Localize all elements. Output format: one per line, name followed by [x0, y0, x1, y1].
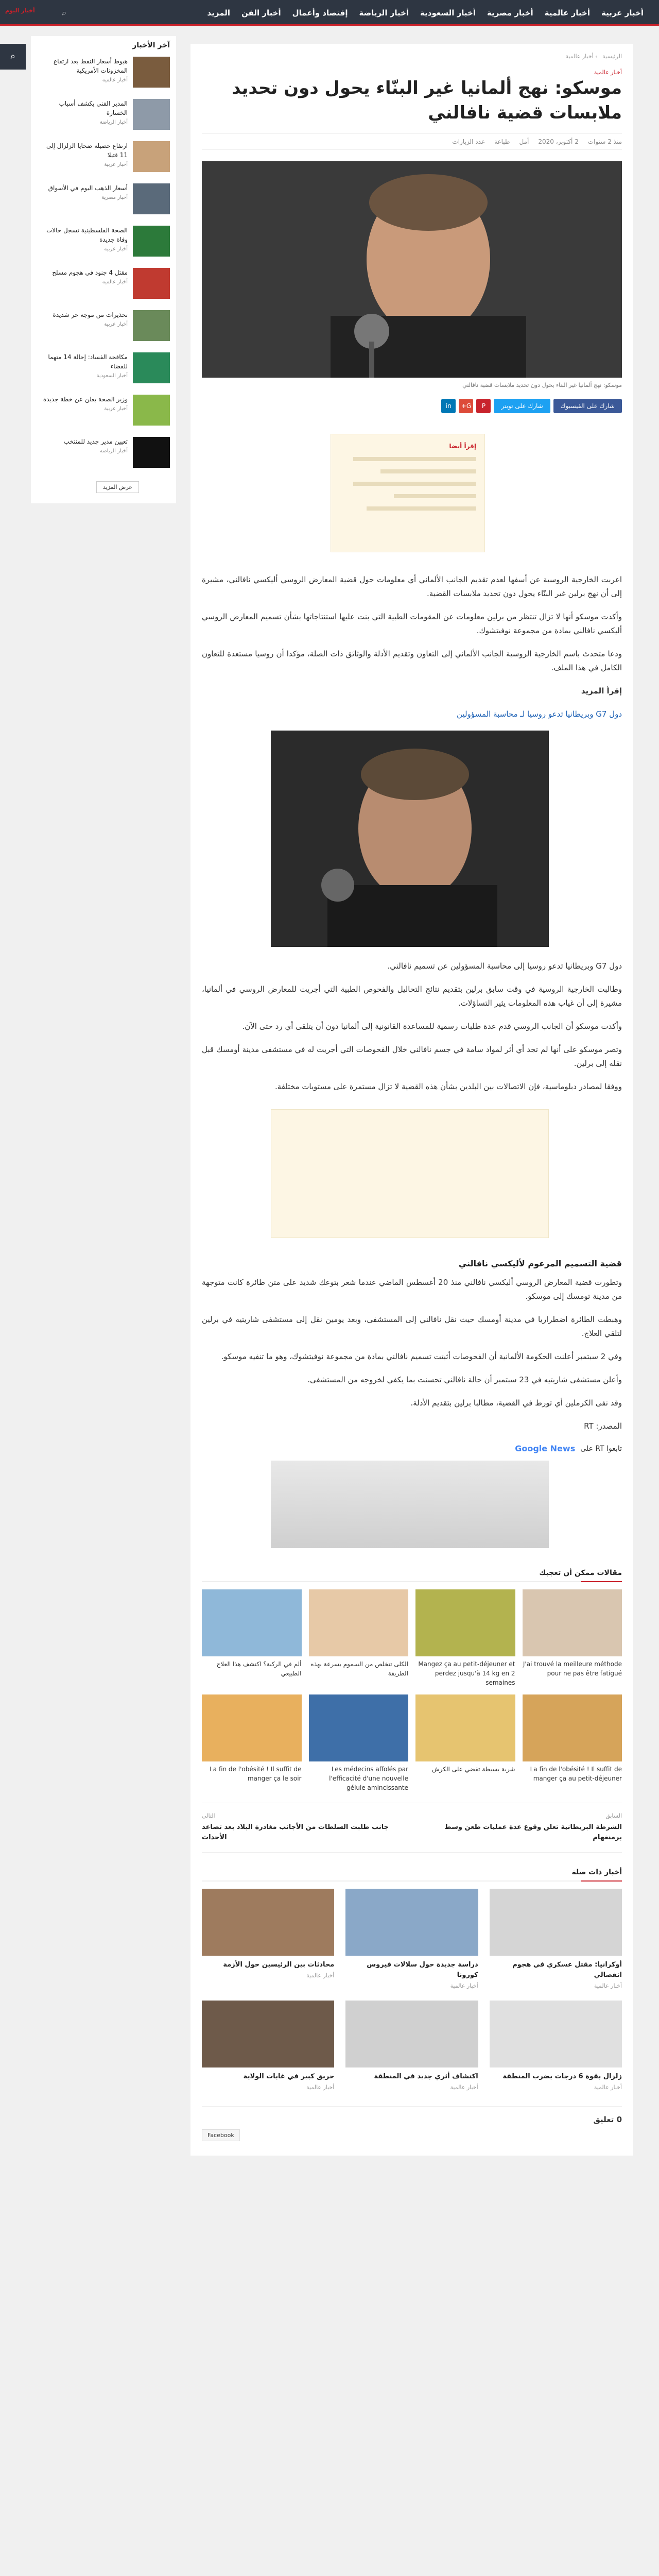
- sidebar-thumb[interactable]: [133, 395, 170, 426]
- embedded-widget[interactable]: [271, 1461, 549, 1548]
- nav-more[interactable]: المزيد: [207, 8, 231, 18]
- sidebar-thumb[interactable]: [133, 183, 170, 214]
- sidebar-item-title[interactable]: وزير الصحة يعلن عن خطة جديدة: [43, 396, 128, 403]
- card-caption[interactable]: شربة بسيطة تقضي على الكرش: [432, 1766, 515, 1773]
- card-image: [309, 1694, 409, 1761]
- sidebar-item-title[interactable]: تحذيرات من موجة حر شديدة: [53, 311, 128, 318]
- suggested-article-card[interactable]: [523, 1589, 622, 1687]
- sidebar-item-body: [37, 57, 128, 83]
- sidebar-more-button[interactable]: عرض المزيد: [96, 481, 139, 493]
- placeholder-line: [353, 457, 476, 461]
- sidebar-thumb[interactable]: [133, 57, 170, 88]
- card-image: [523, 1694, 622, 1761]
- sidebar-news-item[interactable]: [37, 352, 170, 383]
- card-caption[interactable]: La fin de l'obésité ! Il suffit de manger ça le soir: [210, 1766, 302, 1782]
- hero-caption: موسكو: نهج ألمانيا غير البناء يحول دون تحديد ملابسات قضية نافالني: [462, 382, 622, 388]
- sidebar-list: [37, 57, 170, 468]
- article-paragraph: وأكدت موسكو أن الجانب الروسي قدم عدة طلبات رسمية للمساعدة القانونية إلى ألمانيا دون أن يتلقى أي رد حتى الآن.: [242, 1022, 622, 1031]
- meta-item: منذ 2 سنوات: [587, 138, 622, 145]
- sidebar-item-body: [37, 352, 128, 379]
- card-image: [345, 2001, 478, 2067]
- card-image: [202, 2001, 334, 2067]
- sidebar-item-category: أخبار السعودية: [96, 373, 128, 379]
- placeholder-line: [367, 506, 476, 511]
- placeholder-line: [353, 482, 476, 486]
- sidebar-item-body: [43, 395, 128, 412]
- sidebar-item-body: [52, 268, 128, 285]
- nav-item[interactable]: أخبار الرياضة: [359, 8, 409, 18]
- sidebar-item-title[interactable]: ارتفاع حصيلة ضحايا الزلزال إلى 11 قتيلا: [46, 142, 128, 159]
- hero-image: [202, 161, 622, 378]
- suggested-articles-grid: [202, 1589, 622, 1792]
- sidebar-thumb[interactable]: [133, 437, 170, 468]
- sidebar-search-icon[interactable]: ⌕: [0, 44, 26, 70]
- article-paragraph: وتطورت قضية المعارض الروسي أليكسي نافالني منذ 20 أغسطس الماضي عندما شعر بتوعك شديد على متن طائرة كانت متوجهة من مدينة تومسك إلى موسكو.: [202, 1278, 622, 1301]
- related-news-card[interactable]: [345, 2001, 478, 2091]
- nav-item[interactable]: أخبار عربية: [601, 8, 644, 18]
- card-image: [202, 1589, 302, 1656]
- meta-item: 2 أكتوبر، 2020: [538, 138, 579, 145]
- nav-item[interactable]: أخبار الفن: [241, 8, 281, 18]
- suggested-article-card[interactable]: [309, 1694, 409, 1792]
- breadcrumb: الرئيسية › أخبار عالمية: [565, 53, 622, 60]
- hero-photo-illustration: [202, 161, 622, 378]
- next-article-link[interactable]: [202, 1812, 404, 1843]
- sidebar-item-category: أخبار عربية: [104, 162, 128, 167]
- inline-photo-illustration: [271, 731, 549, 947]
- sidebar-item-category: أخبار عالمية: [102, 77, 128, 83]
- breadcrumb-item[interactable]: الرئيسية: [602, 53, 622, 60]
- card-caption[interactable]: J'ai trouvé la meilleure méthode pour ne pas être fatigué: [523, 1660, 622, 1677]
- sidebar-item-category: أخبار عربية: [104, 246, 128, 252]
- article-container: [190, 44, 633, 2156]
- sidebar-item-category: أخبار الرياضة: [99, 120, 128, 125]
- sidebar-news-item[interactable]: [37, 310, 170, 341]
- sidebar-thumb[interactable]: [133, 226, 170, 257]
- card-title[interactable]: اكتشاف أثري جديد في المنطقة: [374, 2073, 478, 2080]
- related-news-card[interactable]: [490, 2001, 622, 2091]
- prev-next-nav: [202, 1803, 622, 1853]
- category-tag[interactable]: أخبار عالمية: [594, 69, 622, 76]
- sidebar-item-category: أخبار الرياضة: [99, 448, 128, 454]
- prev-article-link[interactable]: [420, 1812, 622, 1843]
- card-meta: أخبار عالمية: [594, 2084, 622, 2091]
- share-facebook-button[interactable]: شارك على الفيسبوك: [553, 399, 622, 413]
- card-image: [523, 1589, 622, 1656]
- sidebar-thumb[interactable]: [133, 141, 170, 172]
- google-news-label: تابعوا RT على: [580, 1444, 622, 1453]
- nav-item[interactable]: أخبار مصرية: [487, 8, 533, 18]
- top-navbar: [0, 0, 659, 26]
- card-caption[interactable]: Les médecins affolés par l'efficacité d'une nouvelle gélule amincissante: [329, 1766, 408, 1791]
- sidebar-item-title[interactable]: مقتل 4 جنود في هجوم مسلح: [52, 269, 128, 276]
- suggested-articles-title: مقالات ممكن أن تعجبك: [202, 1569, 622, 1582]
- share-bar: [202, 399, 622, 413]
- related-news-card[interactable]: [490, 1889, 622, 1989]
- sidebar-item-category: أخبار مصرية: [101, 195, 128, 200]
- article-paragraph: وهبطت الطائرة اضطراريا في مدينة أومسك حيث نقل نافالني إلى المستشفى، وبعد يومين نقل إلى مستشفى شاريتيه في برلين لتلقي العلاج.: [202, 1315, 622, 1338]
- related-news-card[interactable]: [345, 1889, 478, 1989]
- card-image: [202, 1694, 302, 1761]
- article-paragraph: ودعا متحدث باسم الخارجية الروسية الجانب الألماني إلى التعاون وتقديم الأدلة والوثائق ذات الصلة، مؤكدا أن روسيا مستعدة للتعاون الكامل في هذا الملف.: [202, 649, 622, 672]
- article-paragraph: وفي 2 سبتمبر أعلنت الحكومة الألمانية أن الفحوصات أثبتت تسميم نافالني بمادة من مجموعة نوفيتشوك، وهو ما تنفيه موسكو.: [221, 1352, 622, 1361]
- placeholder-line: [380, 469, 476, 473]
- sidebar-item-title[interactable]: الصحة الفلسطينية تسجل حالات وفاة جديدة: [46, 227, 128, 243]
- card-meta: أخبار عالمية: [306, 1972, 335, 1979]
- sidebar-item-title[interactable]: المدير الفني يكشف أسباب الخسارة: [59, 100, 128, 116]
- card-image: [415, 1694, 515, 1761]
- comments-count: 0 تعليق: [593, 2115, 622, 2124]
- card-meta: أخبار عالمية: [306, 2084, 335, 2091]
- article-paragraph: وتصر موسكو على أنها لم تجد أي أثر لمواد سامة في جسم نافالني خلال الفحوصات التي أجريت له في مستشفى مدينة أومسك قبل نقله إلى برلين.: [202, 1045, 622, 1068]
- sidebar-thumb[interactable]: [133, 268, 170, 299]
- article-paragraph: ووفقا لمصادر دبلوماسية، فإن الاتصالات بين البلدين بشأن هذه القضية لا تزال مستمرة على مستويات مختلفة.: [274, 1082, 622, 1091]
- suggested-article-card[interactable]: [202, 1694, 302, 1792]
- next-title[interactable]: جانب طلبت السلطات من الأجانب مغادرة البلاد بعد تصاعد الأحداث: [202, 1823, 389, 1841]
- inline-related-link[interactable]: دول G7 وبريطانيا تدعو روسيا لـ محاسبة المسؤولين: [457, 709, 622, 719]
- ad-slot[interactable]: [271, 1109, 549, 1238]
- card-meta: أخبار عالمية: [594, 1982, 622, 1989]
- article-source: المصدر: RT: [584, 1421, 622, 1431]
- sidebar-thumb[interactable]: [133, 99, 170, 130]
- sidebar-item-body: [37, 99, 128, 125]
- nav-item[interactable]: إقتصاد وأعمال: [292, 8, 348, 18]
- sidebar-item-title[interactable]: تعيين مدير جديد للمنتخب: [63, 438, 128, 445]
- sidebar-news-item[interactable]: [37, 395, 170, 426]
- card-image: [490, 2001, 622, 2067]
- related-news-grid: [202, 1889, 622, 2091]
- meta-item: عدد الزيارات: [452, 138, 485, 145]
- article-meta: [202, 133, 622, 150]
- article-paragraph: وطالبت الخارجية الروسية في وقت سابق برلين بتقديم نتائج التحاليل والفحوص الطبية التي أجريت للمعارض الروسي في ألمانيا، مشيرة إلى أن غياب هذه المعلومات يثير التساؤلات.: [202, 985, 622, 1008]
- card-meta: أخبار عالمية: [450, 2084, 478, 2091]
- related-news-card[interactable]: [202, 2001, 334, 2091]
- sidebar-item-body: [64, 437, 128, 454]
- read-more-label: إقرأ المزيد: [581, 686, 622, 696]
- card-image: [490, 1889, 622, 1956]
- share-linkedin-button[interactable]: in: [441, 399, 456, 413]
- article-paragraph: وأعلن مستشفى شاريتيه في 23 سبتمبر أن حالة نافالني تحسنت بما يكفي لخروجه من المستشفى.: [307, 1375, 622, 1384]
- article-paragraph: اعربت الخارجية الروسية عن أسفها لعدم تقديم الجانب الألماني أي معلومات حول قضية المعارض الروسي أليكسي نافالني، مشيرة إلى أن نهج برلين غير البنّاء يحول دون تحديد ملابسات القضية.: [202, 575, 622, 598]
- card-caption[interactable]: ألم في الركبة؟ اكتشف هذا العلاج الطبيعي: [216, 1660, 302, 1677]
- inline-image: [271, 731, 549, 947]
- article-paragraph: دول G7 وبريطانيا تدعو روسيا إلى محاسبة المسؤولين عن تسميم نافالني.: [387, 961, 622, 971]
- sidebar-item-body: [48, 183, 128, 200]
- sidebar-item-title[interactable]: أسعار الذهب اليوم في الأسواق: [48, 184, 128, 192]
- prev-title[interactable]: الشرطة البريطانية تعلن وقوع عدة عمليات طعن وسط برمنغهام: [444, 1823, 622, 1841]
- breadcrumb-item[interactable]: أخبار عالمية: [565, 53, 594, 60]
- sidebar-news-item[interactable]: [37, 437, 170, 468]
- card-image: [345, 1889, 478, 1956]
- article-subheading: قضية التسميم المزعوم لأليكسي نافالني: [458, 1259, 622, 1268]
- card-title[interactable]: دراسة جديدة حول سلالات فيروس كورونا: [367, 1961, 478, 1979]
- meta-item[interactable]: أمل: [519, 138, 529, 145]
- sidebar-news-item[interactable]: [37, 183, 170, 214]
- share-pinterest-button[interactable]: P: [476, 399, 491, 413]
- card-caption[interactable]: الكلى تتخلص من السموم بسرعة بهذه الطريقة: [310, 1660, 408, 1677]
- sidebar-item-body: [53, 310, 128, 327]
- card-title[interactable]: زلزال بقوة 6 درجات يضرب المنطقة: [502, 2073, 622, 2080]
- facebook-comments-plugin[interactable]: Facebook: [202, 2129, 240, 2141]
- card-caption[interactable]: La fin de l'obésité ! Il suffit de manger ça au petit-déjeuner: [530, 1766, 622, 1782]
- nav-logo[interactable]: أخبار اليوم: [5, 7, 35, 14]
- next-label: التالي: [202, 1812, 215, 1819]
- sidebar-thumb[interactable]: [133, 310, 170, 341]
- card-title[interactable]: محادثات بين الرئيسين حول الأزمة: [223, 1961, 335, 1969]
- suggested-article-card[interactable]: [309, 1589, 409, 1687]
- article-paragraph: وأكدت موسكو أنها لا تزال تنتظر من برلين معلومات عن المقومات الطبية التي بنت عليها استنتاجاتها بشأن تسميم المعارض الروسي أليكسي نافالني بمادة من مجموعة نوفيتشوك.: [202, 612, 622, 635]
- card-image: [415, 1589, 515, 1656]
- sidebar-news-item[interactable]: [37, 141, 170, 172]
- sidebar-item-category: أخبار عربية: [104, 406, 128, 412]
- sidebar-news-item[interactable]: [37, 268, 170, 299]
- read-also-label: إقرأ أيضا: [449, 443, 476, 450]
- article-title: موسكو: نهج ألمانيا غير البنّاء يحول دون تحديد ملابسات قضية نافالني: [231, 78, 622, 123]
- nav-item[interactable]: أخبار السعودية: [420, 8, 476, 18]
- google-news-follow[interactable]: [202, 1444, 622, 1453]
- sidebar-title: آخر الأخبار: [132, 41, 170, 49]
- sidebar-thumb[interactable]: [133, 352, 170, 383]
- sidebar-item-title[interactable]: مكافحة الفساد: إحالة 14 متهما للقضاء: [48, 353, 128, 370]
- placeholder-line: [394, 494, 476, 498]
- sidebar-news-item[interactable]: [37, 226, 170, 257]
- suggested-article-card[interactable]: [202, 1589, 302, 1687]
- comments-section: [202, 2106, 622, 2141]
- share-google-button[interactable]: G+: [459, 399, 473, 413]
- sidebar-item-category: أخبار عالمية: [102, 279, 128, 285]
- sidebar-item-category: أخبار عربية: [104, 321, 128, 327]
- suggested-article-card[interactable]: [523, 1694, 622, 1792]
- prev-label: السابق: [605, 1812, 622, 1819]
- sidebar-item-title[interactable]: هبوط أسعار النفط بعد ارتفاع المخزونات الأمريكية: [54, 58, 128, 74]
- sidebar-news-item[interactable]: [37, 57, 170, 88]
- related-news-title: أخبار ذات صلة: [202, 1868, 622, 1882]
- read-also-box[interactable]: [331, 434, 485, 552]
- card-meta: أخبار عالمية: [450, 1982, 478, 1989]
- nav-item[interactable]: أخبار عالمية: [544, 8, 590, 18]
- article-paragraph: وقد نفى الكرملين أي تورط في القضية، مطالبا برلين بتقديم الأدلة.: [410, 1398, 622, 1408]
- share-twitter-button[interactable]: شارك على تويتر: [494, 399, 550, 413]
- card-title[interactable]: أوكرانيا: مقتل عسكري في هجوم انفصالي: [512, 1961, 622, 1979]
- sidebar-item-body: [37, 141, 128, 167]
- sidebar-item-body: [37, 226, 128, 252]
- nav-menu: [207, 0, 644, 26]
- sidebar: [31, 36, 176, 503]
- nav-search-icon[interactable]: ⌕: [62, 8, 66, 18]
- sidebar-news-item[interactable]: [37, 99, 170, 130]
- card-caption[interactable]: Mangez ça au petit-déjeuner et perdez jusqu'à 14 kg en 2 semaines: [418, 1660, 515, 1686]
- card-image: [202, 1889, 334, 1956]
- card-title[interactable]: حريق كبير في غابات الولاية: [243, 2073, 335, 2080]
- google-news-logo[interactable]: Google News: [515, 1444, 576, 1453]
- card-image: [309, 1589, 409, 1656]
- suggested-article-card[interactable]: [415, 1694, 515, 1792]
- suggested-article-card[interactable]: [415, 1589, 515, 1687]
- meta-item[interactable]: طباعة: [494, 138, 510, 145]
- related-news-card[interactable]: [202, 1889, 334, 1989]
